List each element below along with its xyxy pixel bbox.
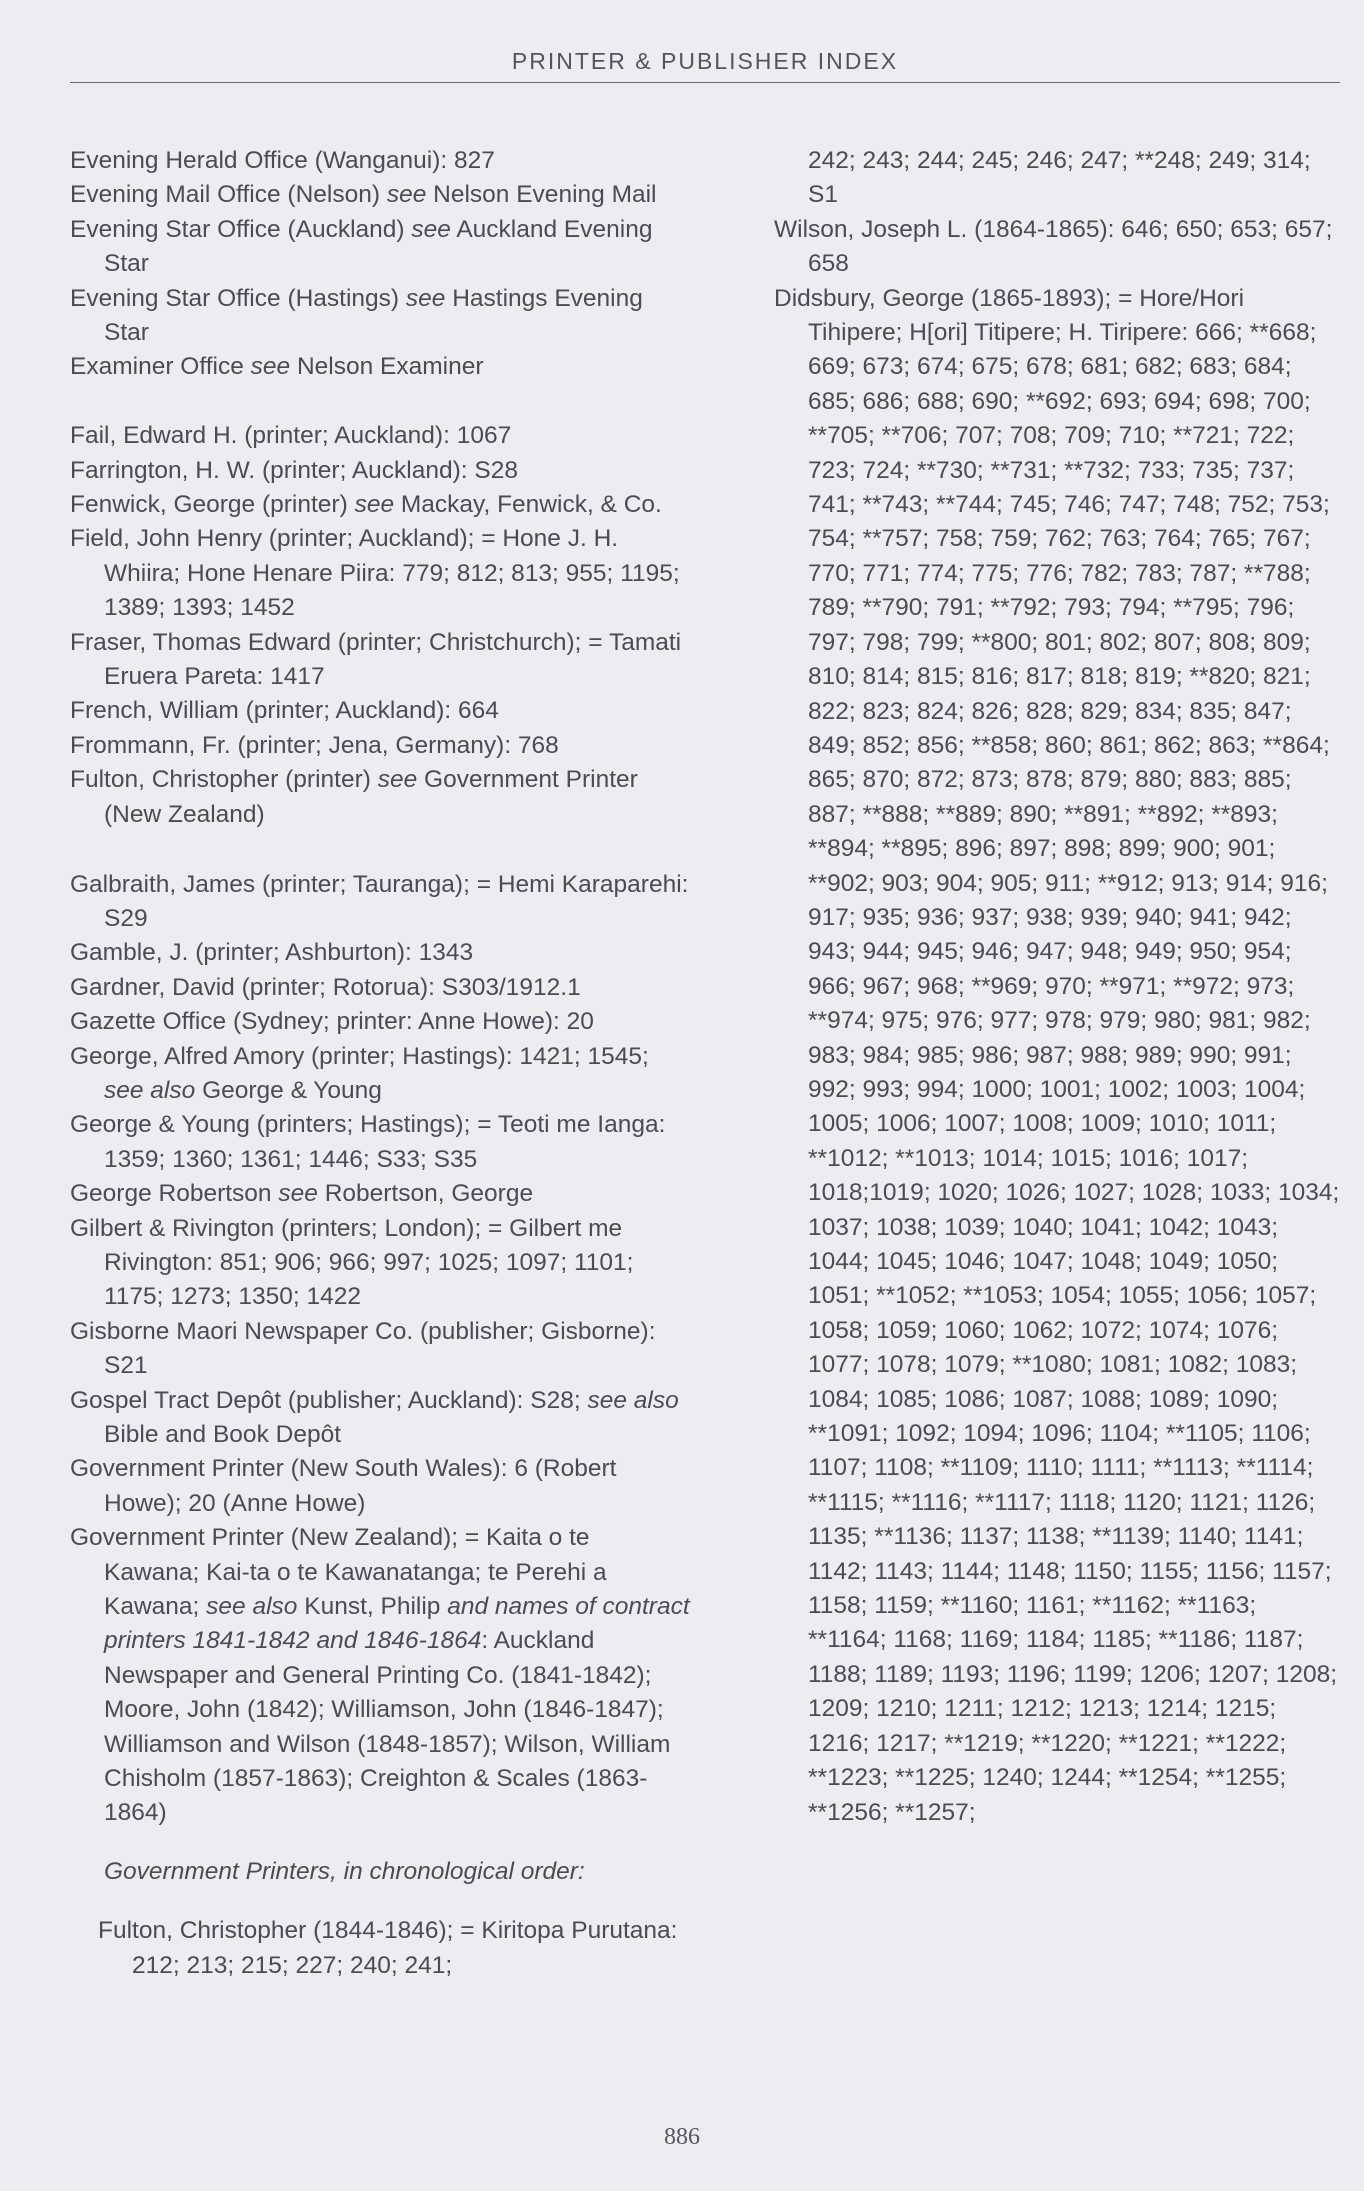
page-number: 886 [664, 2124, 700, 2150]
index-entry: French, William (printer; Auckland): 664 [70, 697, 499, 725]
index-continuation: 242; 243; 244; 245; 246; 247; **248; 249; 314; S1 [808, 147, 1311, 209]
section-gap [70, 832, 690, 866]
right-column [774, 144, 1340, 1830]
index-entry: Field, John Henry (printer; Auckland); = Hone J. H. Whiira; Hone Henare Piira: 779; 812; 813; 955; 1195; 1389; 1393; 1452 [70, 525, 680, 622]
index-entry: George, Alfred Amory (printer; Hastings): 1421; 1545; see also George & Young [70, 1042, 649, 1104]
index-entry: George Robertson see Robertson, George [70, 1180, 534, 1208]
left-column [70, 144, 690, 2008]
index-entry: Farrington, H. W. (printer; Auckland): S28 [70, 456, 518, 484]
subheading: Government Printers, in chronological order: [104, 1858, 585, 1886]
index-entry: Frommann, Fr. (printer; Jena, Germany): 768 [70, 731, 559, 759]
index-entry: Gisborne Maori Newspaper Co. (publisher; Gisborne): S21 [70, 1317, 656, 1380]
index-entry: Fenwick, George (printer) see Mackay, Fenwick, & Co. [70, 491, 662, 519]
index-entry: Government Printer (New South Wales): 6 (Robert Howe); 20 (Anne Howe) [70, 1455, 617, 1517]
index-entry: Examiner Office see Nelson Examiner [70, 353, 484, 381]
index-entry: Galbraith, James (printer; Tauranga); = Hemi Karaparehi: S29 [70, 870, 689, 932]
index-entry: Evening Star Office (Auckland) see Auckland Evening Star [70, 215, 653, 278]
index-entry: Gazette Office (Sydney; printer: Anne Howe): 20 [70, 1008, 594, 1036]
header-rule [70, 82, 1340, 83]
index-entry: Gospel Tract Depôt (publisher; Auckland): S28; see also Bible and Book Depôt [70, 1386, 679, 1448]
index-entry: Gardner, David (printer; Rotorua): S303/1912.1 [70, 973, 581, 1001]
index-entry: Fraser, Thomas Edward (printer; Christchurch); = Tamati Eruera Pareta: 1417 [70, 628, 682, 691]
index-entry: Fulton, Christopher (printer) see Government Printer (New Zealand) [70, 766, 638, 828]
index-entry: Gilbert & Rivington (printers; London); = Gilbert me Rivington: 851; 906; 966; 997; 1025; 1097; 1101; 1175; 1273; 1350; 1422 [70, 1214, 634, 1311]
index-entry: Government Printer (New Zealand); = Kaita o te Kawana; Kai-ta o te Kawanatanga; te Perehi a Kawana; see also Kunst, Philip and names of contract printers 1841-1842 and 1846-1864: Auckland Newspaper and General Printing Co. (1841-1842); Moore, John (1842); Williamson, John (1846-1847); Williamson and Wilson (1848-1857); Wilson, William Chisholm (1857-1863); Creighton & Scales (1863-1864) [70, 1524, 690, 1827]
index-entry: Evening Mail Office (Nelson) see Nelson Evening Mail [70, 181, 657, 209]
index-entry: Fail, Edward H. (printer; Auckland): 1067 [70, 422, 512, 450]
index-entry: George & Young (printers; Hastings); = Teoti me Ianga: 1359; 1360; 1361; 1446; S33; S35 [70, 1111, 666, 1173]
index-entry: Didsbury, George (1865-1893); = Hore/Hori Tihipere; H[ori] Titipere; H. Tiripere: 666; **668; 669; 673; 674; 675; 678; 681; 682; 683; 684; 685; 686; 688; 690; **692; 693; 694; 698; 700; **705; **706; 707; 708; 709; 710; **721; 722; 723; 724; **730; **731; **732; 733; 735; 737; 741; **743; **744; 745; 746; 747; 748; 752; 753; 754; **757; 758; 759; 762; 763; 764; 765; 767; 770; 771; 774; 775; 776; 782; 783; 787; **788; 789; **790; 791; **792; 793; 794; **795; 796; 797; 798; 799; **800; 801; 802; 807; 808; 809; 810; 814; 815; 816; 817; 818; 819; **820; 821; 822; 823; 824; 826; 828; 829; 834; 835; 847; 849; 852; 856; **858; 860; 861; 862; 863; **864; 865; 870; 872; 873; 878; 879; 880; 883; 885; 887; **888; **889; 890; **891; **892; **893; **894; **895; 896; 897; 898; 899; 900; 901; **902; 903; 904; 905; 911; **912; 913; 914; 916; 917; 935; 936; 937; 938; 939; 940; 941; 942; 943; 944; 945; 946; 947; 948; 949; 950; 954; 966; 967; 968; **969; 970; **971; **972; 973; **974; 975; 976; 977; 978; 979; 980; 981; 982; 983; 984; 985; 986; 987; 988; 989; 990; 991; 992; 993; 994; 1000; 1001; 1002; 1003; 1004; 1005; 1006; 1007; 1008; 1009; 1010; 1011; **1012; **1013; 1014; 1015; 1016; 1017; 1018;1019; 1020; 1026; 1027; 1028; 1033; 1034; 1037; 1038; 1039; 1040; 1041; 1042; 1043; 1044; 1045; 1046; 1047; 1048; 1049; 1050; 1051; **1052; **1053; 1054; 1055; 1056; 1057; 1058; 1059; 1060; 1062; 1072; 1074; 1076; 1077; 1078; 1079; **1080; 1081; 1082; 1083; 1084; 1085; 1086; 1087; 1088; 1089; 1090; **1091; 1092; 1094; 1096; 1104; **1105; 1106; 1107; 1108; **1109; 1110; 1111; **1113; **1114; **1115; **1116; **1117; 1118; 1120; 1121; 1126; 1135; **1136; 1137; 1138; **1139; 1140; 1141; 1142; 1143; 1144; 1148; 1150; 1155; 1156; 1157; 1158; 1159; **1160; 1161; **1162; **1163; **1164; 1168; 1169; 1184; 1185; **1186; 1187; 1188; 1189; 1193; 1196; 1199; 1206; 1207; 1208; 1209; 1210; 1211; 1212; 1213; 1214; 1215; 1216; 1217; **1219; **1220; **1221; **1222; **1223; **1225; 1240; 1244; **1254; **1255; **1256; **1257; [774, 284, 1340, 1826]
running-header: PRINTER & PUBLISHER INDEX [511, 48, 899, 74]
section-gap [70, 385, 690, 419]
index-subentry: Fulton, Christopher (1844-1846); = Kiritopa Purutana: 212; 213; 215; 227; 240; 241; [98, 1917, 678, 1979]
index-entry: Gamble, J. (printer; Ashburton): 1343 [70, 939, 474, 967]
index-entry: Wilson, Joseph L. (1864-1865): 646; 650; 653; 657; 658 [774, 215, 1333, 278]
index-entry: Evening Herald Office (Wanganui): 827 [70, 147, 495, 174]
index-entry: Evening Star Office (Hastings) see Hastings Evening Star [70, 284, 643, 347]
